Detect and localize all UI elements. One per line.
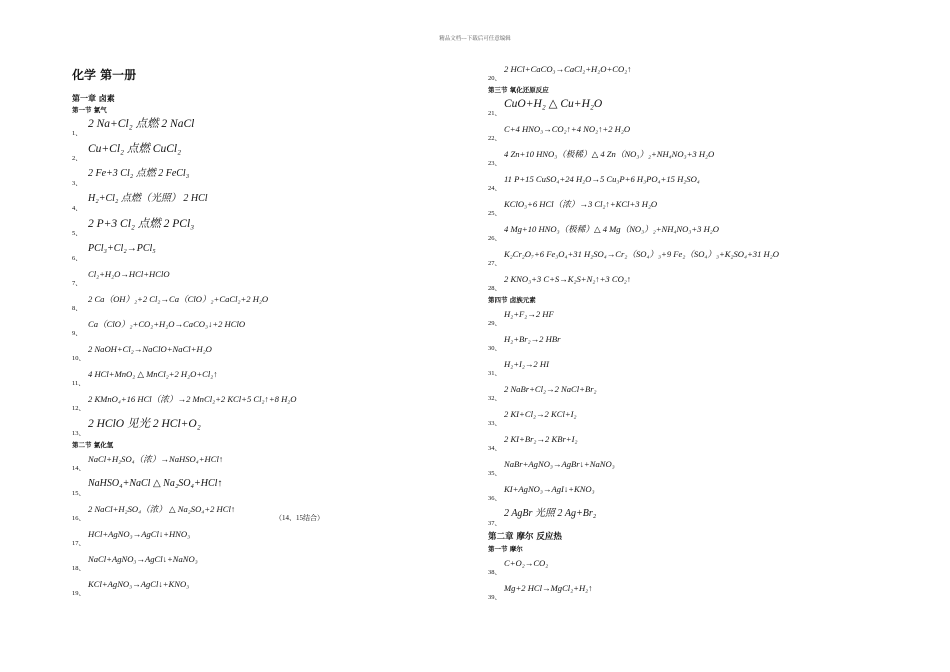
equation-formula: H₂+Br₂→2 HBr: [504, 334, 561, 344]
equation-formula: 2 P+3 Cl₂ 点燃 2 PCl₃: [88, 218, 195, 230]
equation-row: [488, 480, 833, 505]
equation-number: 37、: [488, 520, 501, 527]
equation-formula: CuO+H₂ △ Cu+H₂O: [504, 98, 603, 110]
equation-formula: 4 Zn+10 HNO₃（极稀）△ 4 Zn（NO₃）₂+NH₄NO₃+3 H₂O: [504, 149, 715, 159]
equation-formula: 2 KNO₃+3 C+S→K₂S+N₂↑+3 CO₂↑: [504, 274, 632, 284]
equation-number: 38、: [488, 569, 501, 576]
equation-number: 7、: [72, 280, 82, 287]
equation-row: [488, 245, 833, 270]
equation-formula: C+4 HNO₃→CO₂↑+4 NO₂↑+2 H₂O: [504, 124, 631, 134]
equation-row: [72, 450, 412, 475]
equation-number: 4、: [72, 205, 82, 212]
equation-row: [72, 240, 412, 265]
section-heading: 第二节 氯化氢: [72, 441, 114, 449]
equation-row: [488, 95, 833, 120]
equation-formula: K₂Cr₂O₇+6 Fe₃O₄+31 H₂SO₄→Cr₂（SO₄）₃+9 Fe₂（SO₄）₃+K₂SO₄+31 H₂O: [504, 249, 779, 259]
equation-number: 33、: [488, 420, 501, 427]
equation-formula: Ca（ClO）₂+CO₂+H₂O→CaCO₃↓+2 HClO: [88, 319, 246, 329]
equation-formula: Cl₂+H₂O→HCl+HClO: [88, 269, 170, 279]
equation-formula: 11 P+15 CuSO₄+24 H₂O→5 Cu₃P+6 H₃PO₄+15 H₂SO₄: [504, 174, 700, 184]
equation-formula: 2 NaOH+Cl₂→NaClO+NaCl+H₂O: [88, 344, 212, 354]
equation-number: 28、: [488, 285, 501, 292]
equation-row: [72, 475, 412, 500]
equation-row: [488, 455, 833, 480]
equation-formula: 2 HCl+CaCO₃→CaCl₂+H₂O+CO₂↑: [504, 64, 632, 74]
equation-number: 27、: [488, 260, 501, 267]
equation-row: [72, 165, 412, 190]
equation-formula: KClO₃+6 HCl（浓）→3 Cl₂↑+KCl+3 H₂O: [504, 199, 658, 209]
equation-number: 6、: [72, 255, 82, 262]
equation-row: [488, 195, 833, 220]
equation-formula: Mg+2 HCl→MgCl₂+H₂↑: [504, 583, 593, 593]
equation-row: [72, 390, 412, 415]
equation-row: [488, 579, 833, 604]
equation-number: 17、: [72, 540, 85, 547]
equation-row: [488, 305, 833, 330]
equation-number: 18、: [72, 565, 85, 572]
equation-number: 34、: [488, 445, 501, 452]
equation-number: 36、: [488, 495, 501, 502]
left-column: [72, 66, 412, 600]
equation-number: 13、: [72, 430, 85, 437]
equation-formula: 2 NaBr+Cl₂→2 NaCl+Br₂: [504, 384, 597, 394]
equation-formula: 2 HClO 见光 2 HCl+O₂: [88, 418, 201, 430]
equation-number: 15、: [72, 490, 85, 497]
equation-number: 24、: [488, 185, 501, 192]
equation-formula: 4 Mg+10 HNO₃（极稀）△ 4 Mg（NO₃）₂+NH₄NO₃+3 H₂O: [504, 224, 720, 234]
equation-formula: NaHSO₄+NaCl △ Na₂SO₄+HCl↑: [88, 478, 223, 489]
equation-formula: 2 KI+Br₂→2 KBr+I₂: [504, 434, 578, 444]
equation-number: 14、: [72, 465, 85, 472]
equation-number: 1、: [72, 130, 82, 137]
equation-formula: 2 KI+Cl₂→2 KCl+I₂: [504, 409, 577, 419]
equation-number: 39、: [488, 594, 501, 601]
equation-row: [72, 525, 412, 550]
equation-row: [488, 120, 833, 145]
equation-formula: 2 Fe+3 Cl₂ 点燃 2 FeCl₃: [88, 168, 190, 179]
equation-row: [72, 115, 412, 140]
equation-row: [72, 575, 412, 600]
equation-formula: 4 HCl+MnO₂ △ MnCl₂+2 H₂O+Cl₂↑: [88, 369, 218, 379]
equation-row: [72, 290, 412, 315]
section-heading: 第三节 氧化还原反应: [488, 86, 549, 94]
document-title: 化学 第一册: [72, 68, 137, 82]
equation-number: 35、: [488, 470, 501, 477]
equation-number: 3、: [72, 180, 82, 187]
equation-formula: C+O₂→CO₂: [504, 558, 549, 568]
equation-row: [488, 270, 833, 295]
equation-row: [72, 140, 412, 165]
equation-formula: 2 Ca（OH）₂+2 Cl₂→Ca（ClO）₂+CaCl₂+2 H₂O: [88, 294, 269, 304]
equation-number: 12、: [72, 405, 85, 412]
equation-row: [72, 550, 412, 575]
equation-note: （14、15结合）: [275, 514, 324, 522]
equation-row: [488, 405, 833, 430]
equation-formula: HCl+AgNO₃→AgCl↓+HNO₃: [88, 529, 191, 539]
equation-formula: KCl+AgNO₃→AgCl↓+KNO₃: [88, 579, 190, 589]
right-column: [488, 60, 833, 604]
equation-formula: PCl₃+Cl₂→PCl₅: [88, 243, 156, 254]
equation-formula: H₂+Cl₂ 点燃（光照） 2 HCl: [88, 193, 208, 204]
equation-formula: KI+AgNO₃→AgI↓+KNO₃: [504, 484, 595, 494]
equation-number: 23、: [488, 160, 501, 167]
equation-row: [488, 170, 833, 195]
equation-formula: NaCl+H₂SO₄（浓）→NaHSO₄+HCl↑: [88, 454, 224, 464]
equation-formula: H₂+I₂→2 HI: [504, 359, 549, 369]
equation-number: 31、: [488, 370, 501, 377]
equation-number: 16、: [72, 515, 85, 522]
equation-number: 9、: [72, 330, 82, 337]
equation-row: [488, 330, 833, 355]
equation-row: [72, 365, 412, 390]
equation-number: 22、: [488, 135, 501, 142]
equation-number: 20、: [488, 75, 501, 82]
equation-number: 26、: [488, 235, 501, 242]
equation-row: [488, 554, 833, 579]
equation-row: [72, 265, 412, 290]
equation-row: [488, 60, 833, 85]
equation-row: [72, 500, 412, 525]
section-heading: 第四节 卤族元素: [488, 296, 536, 304]
equation-formula: 2 Na+Cl₂ 点燃 2 NaCl: [88, 118, 195, 130]
equation-row: [72, 190, 412, 215]
equation-number: 5、: [72, 230, 82, 237]
equation-formula: H₂+F₂→2 HF: [504, 309, 554, 319]
equation-number: 30、: [488, 345, 501, 352]
page-header: 精品文档---下载后可任意编辑: [439, 36, 511, 42]
equation-row: [488, 145, 833, 170]
chapter-heading: 第二章 摩尔 反应热: [488, 532, 562, 542]
equation-row: [72, 315, 412, 340]
equation-number: 29、: [488, 320, 501, 327]
equation-row: [72, 340, 412, 365]
equation-formula: 2 NaCl+H₂SO₄（浓） △ Na₂SO₄+2 HCl↑: [88, 504, 236, 514]
equation-row: [488, 355, 833, 380]
equation-row: [488, 505, 833, 530]
equation-formula: Cu+Cl₂ 点燃 CuCl₂: [88, 143, 182, 155]
equation-number: 10、: [72, 355, 85, 362]
equation-formula: NaCl+AgNO₃→AgCl↓+NaNO₃: [88, 554, 198, 564]
equation-number: 25、: [488, 210, 501, 217]
equation-formula: 2 AgBr 光照 2 Ag+Br₂: [504, 508, 597, 519]
equation-number: 8、: [72, 305, 82, 312]
equation-row: [488, 430, 833, 455]
equation-row: [488, 220, 833, 245]
equation-row: [72, 215, 412, 240]
equation-formula: 2 KMnO₄+16 HCl（浓）→2 MnCl₂+2 KCl+5 Cl₂↑+8 H₂O: [88, 394, 297, 404]
equation-row: [72, 415, 412, 440]
equation-formula: NaBr+AgNO₃→AgBr↓+NaNO₃: [504, 459, 615, 469]
equation-row: [488, 380, 833, 405]
equation-number: 2、: [72, 155, 82, 162]
section-heading: 第一节 摩尔: [488, 545, 523, 553]
section-heading: 第一节 氯气: [72, 106, 107, 114]
chapter-heading: 第一章 卤素: [72, 94, 115, 103]
equation-number: 19、: [72, 590, 85, 597]
equation-number: 11、: [72, 380, 85, 387]
equation-number: 21、: [488, 110, 501, 117]
equation-number: 32、: [488, 395, 501, 402]
